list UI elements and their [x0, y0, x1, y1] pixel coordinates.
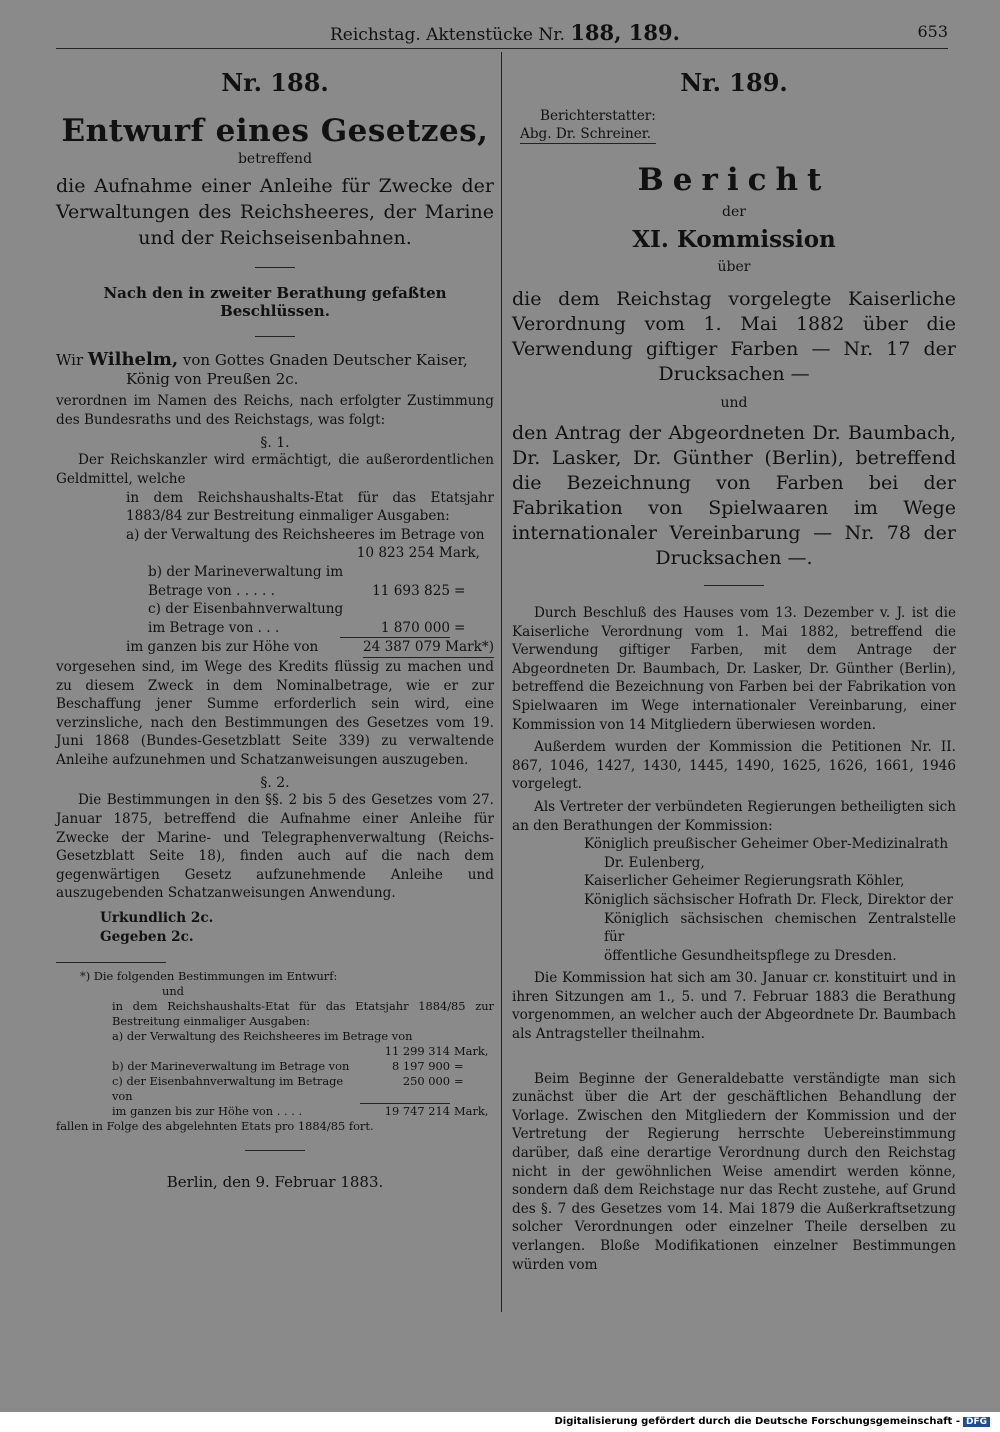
und-label: und: [720, 395, 748, 411]
item-b-label-1: b) der Marineverwaltung im: [148, 563, 344, 580]
amounts-list: [126, 526, 494, 639]
item-b-unit: =: [454, 582, 466, 599]
law-title: Entwurf eines Gesetzes,: [61, 113, 489, 149]
report-title: Bericht: [637, 162, 831, 198]
representative-3a: Königlich sächsischer Hofrath Dr. Fleck, Direktor der: [584, 891, 953, 908]
section-2-para-1: Die Bestimmungen in den §§. 2 bis 5 des Gesetzes vom 27. Januar 1875, betreffend die Aufnahme einer Anleihe für Zwecke der Marine- und Telegraphenverwaltung (Reichs-Gesetzblatt Seite 18), finden auch auf die nach dem gegenwärtigen Gesetz aufzunehmende Anleihe und auszugebenden Schatzanweisungen Anwendung.: [56, 792, 494, 902]
footnote-total-amount: 19 747 214: [384, 1104, 450, 1119]
footnote-item-b-row: [56, 1059, 494, 1074]
section-1-para-2: in dem Reichshaushalts-Etat für das Etatsjahr 1883/84 zur Bestreitung einmaliger Ausgaben:: [126, 489, 494, 525]
footnote-total-row: [56, 1104, 494, 1119]
total-row: [126, 638, 494, 658]
commission-title: XI. Kommission: [632, 226, 836, 253]
rapporteur-name: Abg. Dr. Schreiner.: [520, 125, 656, 144]
rapporteur-label: Berichterstatter:: [540, 108, 656, 124]
preamble-line-3: verordnen im Namen des Reichs, nach erfolgter Zustimmung des Bundesraths und des Reichstags, was folgt:: [56, 393, 494, 428]
running-title: [330, 20, 680, 45]
item-b-label-2: Betrage von . . . . .: [148, 582, 275, 599]
ueber-label: über: [717, 259, 751, 275]
report-para-2: Außerdem wurden der Kommission die Petitionen Nr. II. 867, 1046, 1427, 1430, 1445, 1490, 1625, 1626, 1661, 1946 vorgelegt.: [512, 739, 956, 793]
item-c-unit: =: [454, 619, 466, 636]
footnote-item-c-row: [56, 1074, 494, 1104]
preamble-we: Wir: [56, 351, 88, 369]
footnote-item-a-row: [56, 1044, 494, 1059]
page-header: [0, 18, 1000, 48]
footnote-item-a-unit: Mark,: [454, 1044, 489, 1059]
item-c-row-1: [126, 600, 494, 619]
item-b-row-1: [126, 563, 494, 582]
footnote-und: und: [162, 984, 184, 999]
resolution-note: Nach den in zweiter Berathung gefaßten Beschlüssen.: [103, 284, 447, 320]
credit-text: Digitalisierung gefördert durch die Deutsche Forschungsgemeinschaft -: [554, 1416, 960, 1427]
representatives-list: [584, 835, 956, 965]
section-1-para-3: vorgesehen sind, im Wege des Kredits flüssig zu machen und zu diesem Zweck in dem Nominalbetrage, wie er zur Beschaffung jener Summe erforderlich sein wird, eine verzinsliche, nach den Bestimmungen des Gesetzes vom 19. Juni 1868 (Bundes-Gesetzblatt Seite 339) zu verwaltende Anleihe aufzunehmen und Schatzanweisungen auszugeben.: [56, 658, 494, 768]
representative-1a: Königlich preußischer Geheimer Ober-Medizinalrath: [584, 836, 949, 853]
representative-1b: Dr. Eulenberg,: [604, 854, 705, 871]
preamble-title: von Gottes Gnaden Deutscher Kaiser,: [178, 351, 468, 369]
report-para-1: Durch Beschluß des Hauses vom 13. Dezember v. J. ist die Kaiserliche Verordnung vom 1. Mai 1882, betreffend die Verwendung giftiger Farben, mit dem Antrage der Abgeordneten Dr. Baumbach, Dr. Lasker, Dr. Günther (Berlin), betreffend die Bezeichnung von Farben bei der Fabrikation von Spielwaaren im Wege internationaler Vereinbarung, einer Kommission von 14 Mitgliedern überwiesen worden.: [512, 605, 956, 733]
item-a-amount: 10 823 254 Mark,: [356, 545, 480, 562]
section-1-heading: §. 1.: [260, 435, 290, 452]
report-para-3: Als Vertreter der verbündeten Regierungen betheiligten sich an den Berathungen der Kommission:: [512, 798, 956, 834]
betreffend-label: betreffend: [237, 151, 313, 167]
item-c-row: [126, 619, 494, 639]
representative-3c: öffentliche Gesundheitspflege zu Dresden.: [604, 947, 897, 964]
footnote-item-a-label: a) der Verwaltung des Reichsheeres im Betrage von: [112, 1029, 413, 1044]
report-para-5: Beim Beginne der Generaldebatte verständigte man sich zunächst über die Art der geschäftlichen Behandlung der Vorlage. Zwischen den Mitgliedern der Kommission und der Vertretung der Regierung herrschte Uebereinstimmung darüber, daß eine derartige Verordnung durch den Reichstag nicht in der gewöhnlichen Weise amendirt werden könne, sondern daß dem Reichstage nur das Recht zustehe, auf Grund des §. 7 des Gesetzes vom 14. Mai 1879 die Außerkraftsetzung solcher Verordnungen oder einzelner Theile derselben zu verlangen. Bloße Modifikationen einzelner Bestimmungen würden vom: [512, 1070, 956, 1273]
preamble-line-2: König von Preußen 2c.: [126, 369, 299, 388]
emperor-name: Wilhelm,: [87, 349, 179, 370]
footnote-para: in dem Reichshaushalts-Etat für das Etatsjahr 1884/85 zur Bestreitung einmaliger Ausgaben:: [112, 999, 494, 1029]
footnote-intro: *) Die folgenden Bestimmungen im Entwurf:: [80, 969, 338, 984]
item-b-row: [126, 582, 494, 601]
item-c-amount: 1 870 000: [340, 619, 450, 639]
footnote-total-label: im ganzen bis zur Höhe von . . . .: [112, 1104, 303, 1119]
dfg-logo-icon: DFG: [963, 1417, 990, 1427]
report-para-4: Die Kommission hat sich am 30. Januar cr. konstituirt und in ihren Sitzungen am 1., 5. und 7. Februar 1883 die Berathung vorgenommen, an welcher auch der Abgeordnete Dr. Baumbach als Antragsteller theilnahm.: [512, 970, 956, 1043]
preamble-line-1: [56, 351, 494, 370]
total-label: im ganzen bis zur Höhe von: [126, 639, 319, 656]
place-date: Berlin, den 9. Februar 1883.: [166, 1173, 384, 1192]
item-c-label-1: c) der Eisenbahnverwaltung: [148, 601, 344, 618]
right-column: [512, 60, 956, 1274]
running-title-numbers: 188, 189.: [570, 20, 680, 45]
footnote-rule: [56, 962, 166, 963]
item-c-label-2: im Betrage von . . .: [148, 619, 280, 636]
doc-number-189: Nr. 189.: [680, 68, 788, 97]
footnote-item-c-unit: =: [454, 1074, 464, 1089]
footnote-item-b-unit: =: [454, 1059, 464, 1074]
header-rule: [56, 48, 948, 49]
report-subject-1: die dem Reichstag vorgelegte Kaiserliche Verordnung vom 1. Mai 1882 über die Verwendung giftiger Farben — Nr. 17 der Drucksachen —: [512, 288, 956, 385]
page-number: 653: [917, 22, 948, 41]
total-amount: 24 387 079 Mark*): [363, 638, 494, 658]
divider: [704, 585, 764, 586]
urkundlich: Urkundlich 2c.: [100, 910, 214, 927]
divider: [255, 336, 295, 337]
footnote-item-a-amount: 11 299 314: [384, 1044, 450, 1059]
running-title-prefix: Reichstag. Aktenstücke Nr.: [330, 25, 565, 45]
rapporteur: [520, 107, 656, 144]
digitization-credit: [554, 1416, 990, 1427]
item-a-label: a) der Verwaltung des Reichsheeres im Betrage von: [126, 526, 485, 543]
section-1-para-1: Der Reichskanzler wird ermächtigt, die außerordentlichen Geldmittel, welche: [56, 452, 494, 487]
footnote-end: fallen in Folge des abgelehnten Etats pro 1884/85 fort.: [56, 1119, 374, 1134]
representative-2: Kaiserlicher Geheimer Regierungsrath Köhler,: [584, 873, 905, 890]
item-b-amount: 11 693 825: [372, 582, 450, 599]
footnote-item-c-amount: 250 000: [360, 1074, 450, 1104]
divider: [245, 1150, 305, 1151]
representative-3b: Königlich sächsischen chemischen Zentralstelle für: [604, 910, 956, 946]
footnote-item-c-label: c) der Eisenbahnverwaltung im Betrage von: [112, 1074, 344, 1104]
report-subject-2: den Antrag der Abgeordneten Dr. Baumbach, Dr. Lasker, Dr. Günther (Berlin), betreffend die Bezeichnung von Farben bei der Fabrikation von Spielwaaren im Wege internationaler Vereinbarung — Nr. 78 der Drucksachen —.: [512, 422, 956, 569]
section-2-heading: §. 2.: [260, 775, 290, 792]
gegeben: Gegeben 2c.: [100, 928, 194, 945]
law-subject: die Aufnahme einer Anleihe für Zwecke der Verwaltungen des Reichsheeres, der Marine und der Reichseisenbahnen.: [56, 175, 494, 249]
item-a-amount-row: [126, 544, 494, 563]
footnote: [56, 969, 494, 1134]
column-divider: [501, 52, 502, 1312]
doc-number-188: Nr. 188.: [221, 68, 329, 97]
footnote-total-unit: Mark,: [454, 1104, 489, 1119]
divider: [255, 267, 295, 268]
footnote-item-b-label: b) der Marineverwaltung im Betrage von: [112, 1059, 350, 1074]
der-label: der: [722, 204, 746, 220]
left-column: [56, 60, 494, 1191]
footnote-item-b-amount: 8 197 900: [392, 1059, 450, 1074]
